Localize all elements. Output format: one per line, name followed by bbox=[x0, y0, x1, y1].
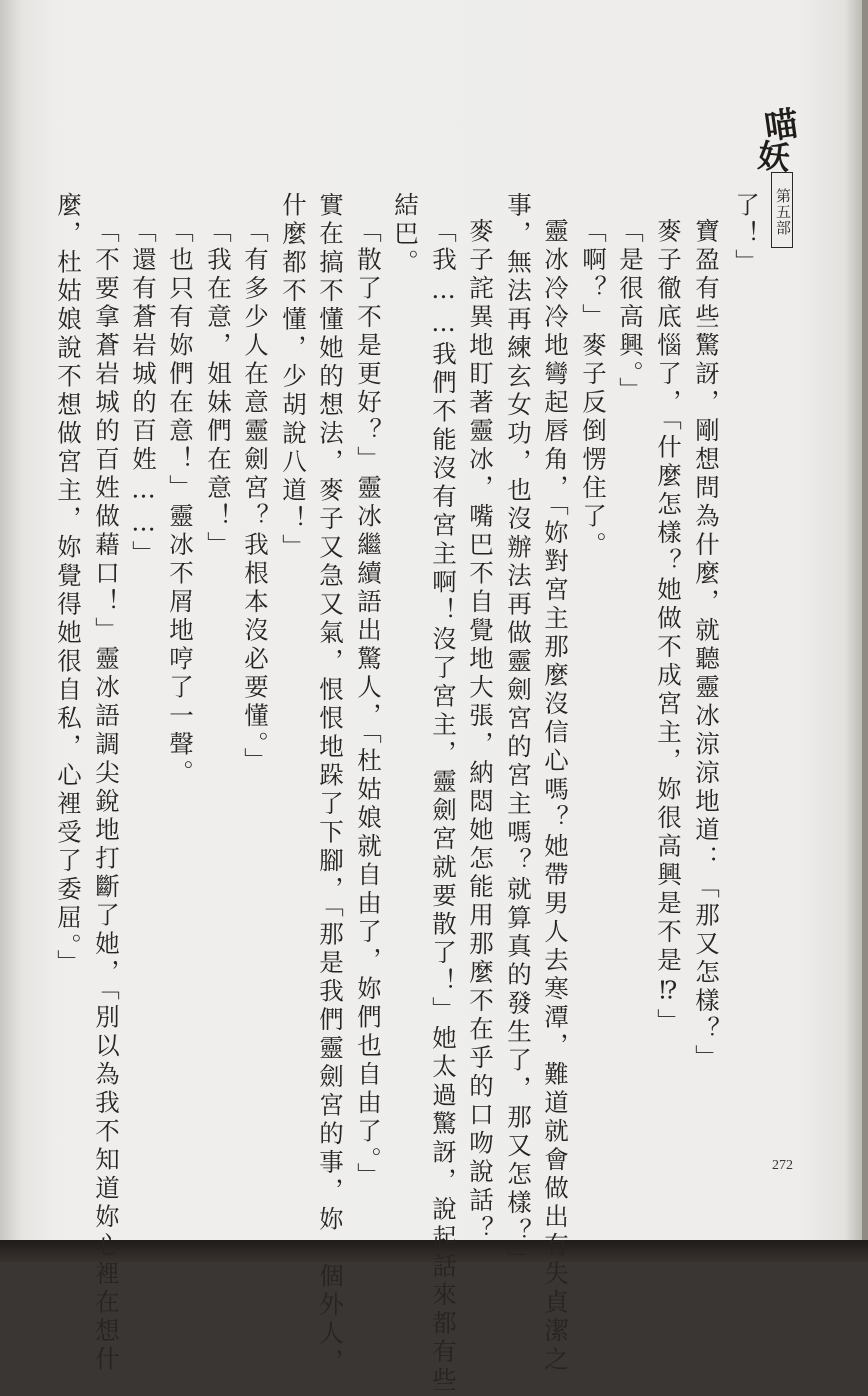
text-column-13: 什麼都不懂，少胡說八道！」 bbox=[279, 192, 308, 563]
text-column-1: 了！」 bbox=[732, 192, 761, 278]
text-column-11: 「散了不是更好？」靈冰繼續語出驚人，「杜姑娘就自由了，妳們也自由了。」 bbox=[354, 218, 383, 1191]
text-column-2: 寶盈有些驚訝，剛想問為什麼，就聽靈冰涼涼地道：「那又怎樣？」 bbox=[692, 218, 721, 1073]
logo-char-1: 喵 bbox=[761, 103, 802, 149]
text-column-3: 麥子徹底惱了，「什麼怎樣？她做不成宮主，妳很高興是不是⁉」 bbox=[654, 218, 683, 1037]
text-column-8: 麥子詫異地盯著靈冰，嘴巴不自覺地大張，納悶她怎能用那麼不在乎的口吻說話？ bbox=[466, 218, 495, 1244]
text-column-19: 麼，杜姑娘說不想做宮主，妳覺得她很自私，心裡受了委屈。」 bbox=[54, 192, 83, 978]
text-column-5: 「啊？」麥子反倒愣住了。 bbox=[579, 218, 608, 560]
logo-char-2: 妖 bbox=[755, 136, 792, 178]
text-column-6: 靈冰冷冷地彎起唇角，「妳對宮主那麼沒信心嗎？她帶男人去寒潭，難道就會做出有失貞潔之 bbox=[541, 218, 570, 1375]
text-column-16: 「也只有妳們在意！」靈冰不屑地哼了一聲。 bbox=[166, 218, 195, 788]
text-column-7: 事，無法再練玄女功，也沒辦法再做靈劍宮的宮主嗎？就算真的發生了，那又怎樣？」 bbox=[504, 192, 533, 1275]
text-column-15: 「我在意，姐妹們在意！」 bbox=[204, 218, 233, 560]
part-label-box: 第五部 bbox=[771, 172, 793, 248]
text-column-9: 「我……我們不能沒有宮主啊！沒了宮主，靈劍宮就要散了！」她太過驚訝，說起話來都有些 bbox=[429, 218, 458, 1396]
page-right-edge bbox=[862, 0, 868, 1240]
text-column-4: 「是很高興。」 bbox=[616, 218, 645, 406]
page-number: 272 bbox=[772, 1158, 793, 1173]
text-column-14: 「有多少人在意靈劍宮？我根本沒必要懂。」 bbox=[241, 218, 270, 776]
text-column-10: 結巴。 bbox=[391, 192, 420, 278]
text-column-17: 「還有蒼岩城的百姓……」 bbox=[129, 218, 158, 569]
text-column-18: 「不要拿蒼岩城的百姓做藉口！」靈冰語調尖銳地打斷了她，「別以為我不知道妳心裡在想什 bbox=[92, 218, 121, 1375]
text-column-12: 實在搞不懂她的想法，麥子又急又氣，恨恨地跺了下腳，「那是我們靈劍宮的事，妳一個外人， bbox=[316, 192, 345, 1377]
